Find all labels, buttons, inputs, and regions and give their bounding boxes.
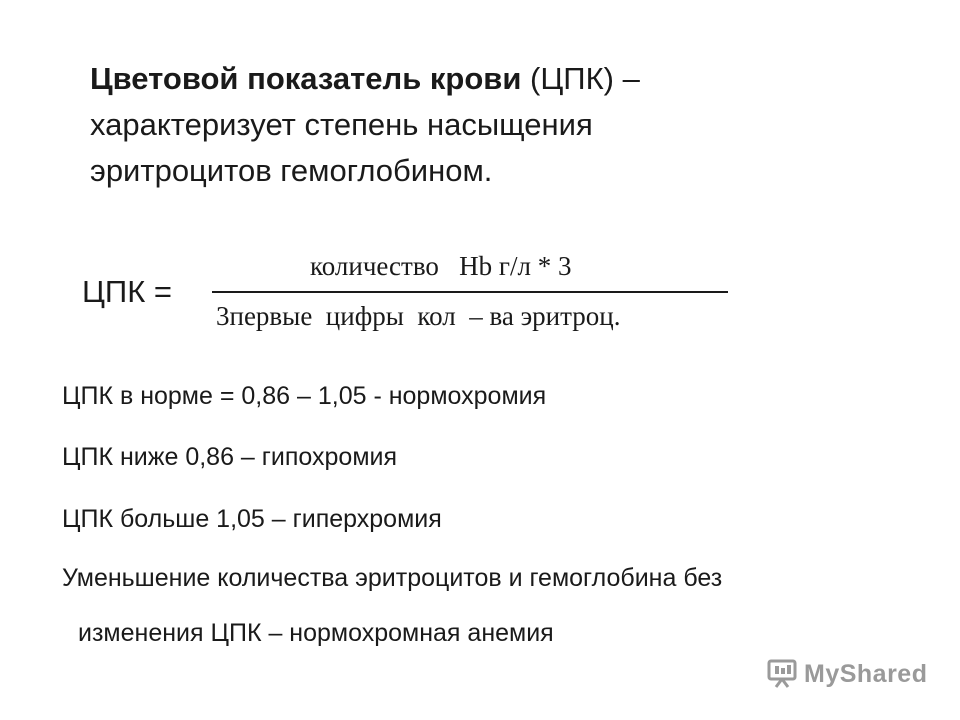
- anemia-note: [62, 562, 922, 649]
- rule-hyperchromia: ЦПК больше 1,05 – гиперхромия: [62, 505, 442, 533]
- formula-denominator: 3первые цифры кол – ва эритроц.: [216, 301, 621, 331]
- slide-title: [90, 56, 830, 194]
- fraction-line: [212, 291, 728, 293]
- title-term: Цветовой показатель крови: [90, 61, 522, 96]
- anemia-note-line-2: изменения ЦПК – нормохромная анемия: [78, 619, 554, 647]
- watermark-text: MyShared: [804, 659, 928, 688]
- rule-normochromia: ЦПК в норме = 0,86 – 1,05 - нормохромия: [62, 382, 547, 410]
- title-abbreviation: (ЦПК) –: [521, 61, 640, 96]
- title-line-3: эритроцитов гемоглобином.: [90, 153, 493, 188]
- title-line-2: характеризует степень насыщения: [90, 107, 593, 142]
- anemia-note-line-1: Уменьшение количества эритроцитов и гемоглобина без: [62, 564, 723, 592]
- formula-label: ЦПК =: [82, 274, 172, 309]
- rule-hypochromia: ЦПК ниже 0,86 – гипохромия: [62, 443, 398, 471]
- formula-numerator: количество Hb г/л * 3: [310, 251, 572, 281]
- myshared-watermark: [766, 656, 927, 692]
- presentation-screen-icon: [766, 659, 798, 689]
